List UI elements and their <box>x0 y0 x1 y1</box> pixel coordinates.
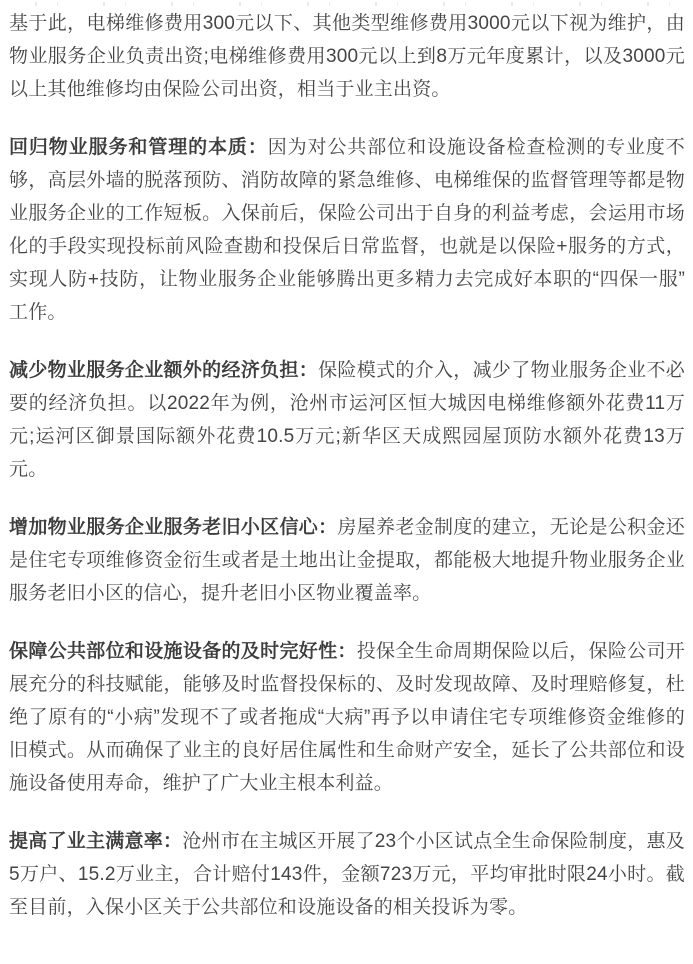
paragraph-lead: 回归物业服务和管理的本质： <box>9 137 268 158</box>
paragraph-text: 房屋养老金制度的建立，无论是公积金还是住宅专项维修资金衍生或者是土地出让金提取，都能极大地提升物业服务企业服务老旧小区的信心，提升老旧小区物业覆盖率。 <box>9 517 685 604</box>
paragraph-lead: 保障公共部位和设施设备的及时完好性： <box>9 641 357 662</box>
paragraph-text: 投保全生命周期保险以后，保险公司开展充分的科技赋能，能够及时监督投保标的、及时发现故障、及时理赔修复，杜绝了原有的“小病”发现不了或者拖成“大病”再予以申请住宅专项维修资金维修的旧模式。从而确保了业主的良好居住属性和生命财产安全，延长了公共部位和设施设备使用寿命，维护了广大业主根本利益。 <box>9 641 685 794</box>
paragraph-lead: 增加物业服务企业服务老旧小区信心： <box>9 517 338 538</box>
paragraph-text: 保险模式的介入，减少了物业服务企业不必要的经济负担。以2022年为例，沧州市运河区恒大城因电梯维修额外花费11万元;运河区御景国际额外花费10.5万元;新华区天成熙园屋顶防水额外花费13万元。 <box>9 360 685 480</box>
paragraph-text: 因为对公共部位和设施设备检查检测的专业度不够，高层外墙的脱落预防、消防故障的紧急维修、电梯维保的监督管理等都是物业服务企业的工作短板。入保前后，保险公司出于自身的利益考虑，会运用市场化的手段实现投标前风险查勘和投保后日常监督，也就是以保险+服务的方式，实现人防+技防，让物业服务企业能够腾出更多精力去完成好本职的“四保一服”工作。 <box>9 137 686 323</box>
paragraph-lead: 减少物业服务企业额外的经济负担： <box>9 360 319 381</box>
paragraph-text: 沧州市在主城区开展了23个小区试点全生命保险制度，惠及5万户、15.2万业主，合计赔付143件，金额723万元，平均审批时限24小时。截至目前，入保小区关于公共部位和设施设备的相关投诉为零。 <box>9 831 685 918</box>
clipped-text-remnant <box>11 2 683 6</box>
paragraph-owner-satisfaction <box>9 825 685 924</box>
paragraph-text: 基于此，电梯维修费用300元以下、其他类型维修费用3000元以下视为维护，由物业服务企业负责出资;电梯维修费用300元以上到8万元年度累计，以及3000元以上其他维修均由保险公司出资，相当于业主出资。 <box>9 13 685 100</box>
paragraph-funding-split <box>9 7 685 106</box>
paragraph-ensure-integrity <box>9 635 685 800</box>
paragraph-increase-confidence <box>9 511 685 610</box>
paragraph-return-to-essence <box>9 131 685 329</box>
paragraph-lead: 提高了业主满意率： <box>9 831 183 852</box>
paragraph-reduce-burden <box>9 354 685 486</box>
